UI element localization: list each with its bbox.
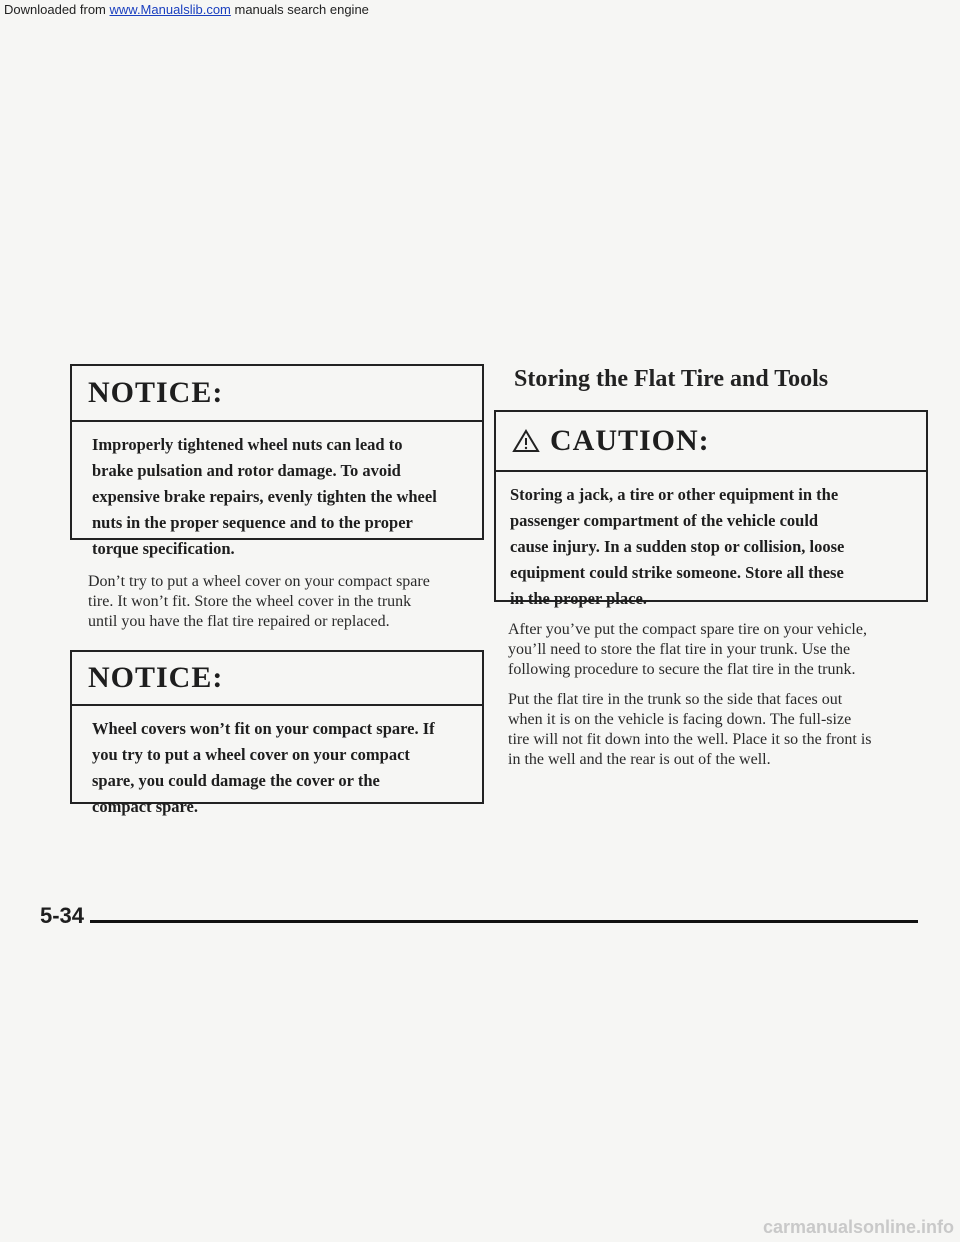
header-suffix: manuals search engine [230,2,369,17]
notice-line: expensive brake repairs, evenly tighten the wheel [92,487,437,506]
paragraph-line: until you have the flat tire repaired or replaced. [88,613,390,630]
caution-line: Storing a jack, a tire or other equipment in the [510,485,839,504]
download-header [0,0,960,22]
notice-line: torque specification. [92,539,235,558]
caution-box [494,410,928,608]
header-prefix: Downloaded from [4,2,110,17]
notice-body [72,706,482,820]
paragraph-line: you’ll need to store the flat tire in your trunk. Use the [508,641,851,658]
caution-heading [496,412,926,472]
paragraph-line: when it is on the vehicle is facing down. The full-size [508,711,852,728]
paragraph-line: After you’ve put the compact spare tire on your vehicle, [508,621,867,638]
notice-line: Improperly tightened wheel nuts can lead to [92,435,403,454]
notice-line: you try to put a wheel cover on your compact [92,745,410,764]
section-title: Storing the Flat Tire and Tools [514,366,829,392]
paragraph-line: tire will not fit down into the well. Place it so the front is [508,731,872,748]
caution-line: passenger compartment of the vehicle could [510,511,819,530]
notice-line: nuts in the proper sequence and to the proper [92,513,413,532]
caution-line: in the proper place. [510,589,647,608]
notice-heading: NOTICE: [72,652,482,706]
paragraph-line: tire. It won’t fit. Store the wheel cover in the trunk [88,593,412,610]
storage-paragraph [508,620,938,680]
paragraph-line: following procedure to secure the flat tire in the trunk. [508,661,856,678]
notice-line: compact spare. [92,797,199,816]
caution-line: cause injury. In a sudden stop or collision, loose [510,537,845,556]
notice-box-wheel-nuts [70,364,484,558]
caution-body [496,472,926,612]
notice-line: spare, you could damage the cover or the [92,771,380,790]
caution-line: equipment could strike someone. Store all these [510,563,844,582]
paragraph-line: Don’t try to put a wheel cover on your compact spare [88,573,430,590]
notice-body [72,422,482,562]
caution-title: CAUTION: [550,424,710,457]
paragraph-line: in the well and the rear is out of the well. [508,751,771,768]
flat-tire-placement-paragraph [508,690,938,770]
notice-box-wheel-covers [70,650,484,816]
wheel-cover-paragraph [88,572,488,632]
notice-line: Wheel covers won’t fit on your compact spare. If [92,719,435,738]
notice-line: brake pulsation and rotor damage. To avoid [92,461,401,480]
warning-triangle-icon [512,429,540,453]
page-number: 5-34 [40,903,90,929]
notice-heading: NOTICE: [72,366,482,422]
paragraph-line: Put the flat tire in the trunk so the side that faces out [508,691,843,708]
footer-rule [88,920,918,923]
manualslib-link[interactable]: www.Manualslib.com [109,2,231,17]
watermark: carmanualsonline.info [762,1217,954,1237]
